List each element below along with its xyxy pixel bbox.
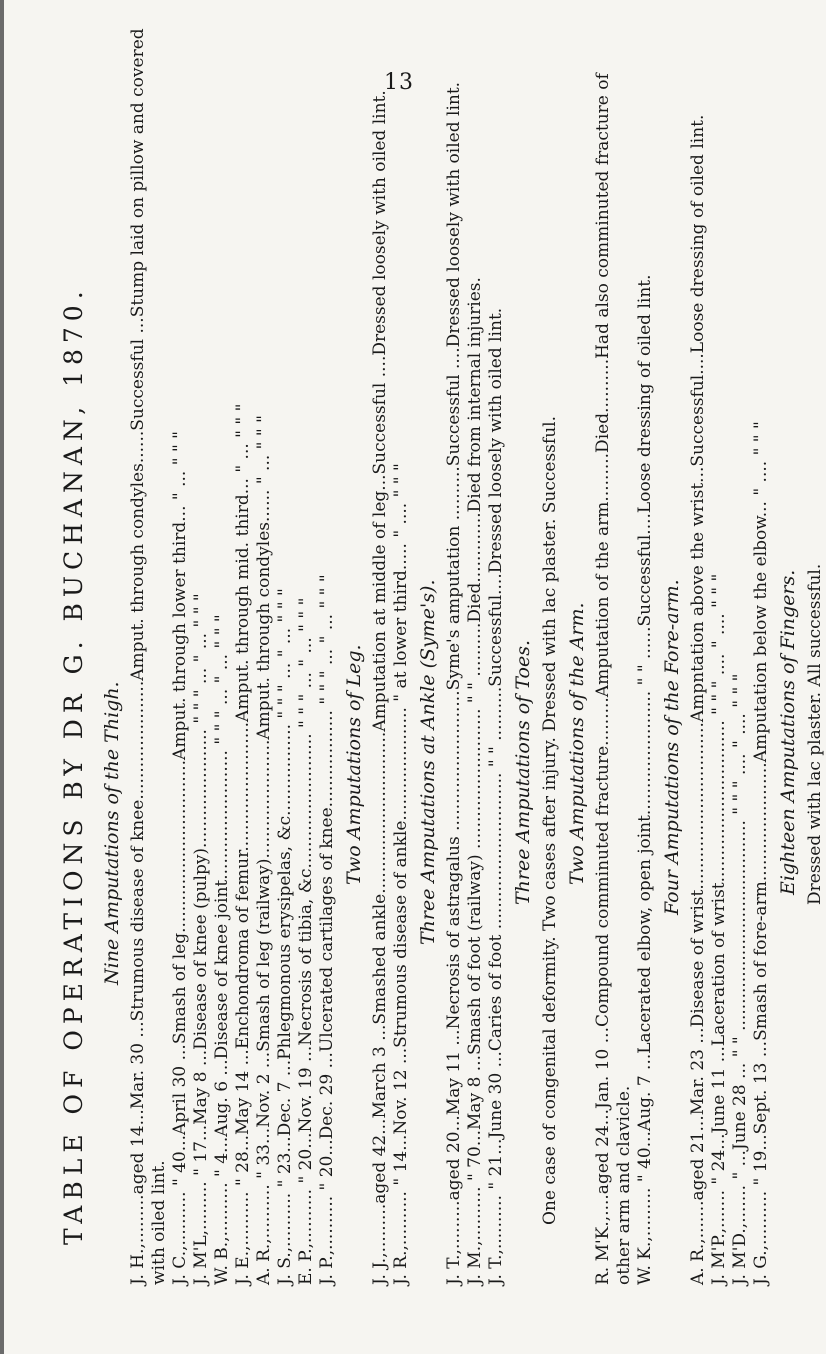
table-title: TABLE OF OPERATIONS BY DR G. BUCHANAN, 1870. — [59, 285, 88, 1245]
note-row: One case of congenital deformity. Two cases after injury. Dressed with lac plaster. Successful. — [540, 416, 560, 1225]
table-row: R. M'K.,....aged 24...Jan. 10 ...Compound comminuted fracture.........Amputation of the arm.........Died..........Had also comminuted fracture of — [593, 73, 613, 1285]
table-row: J. R.,.......... " 14...Nov. 12 ...Strumous disease of ankle..................... " at lower third..... " .... " " " — [391, 463, 411, 1285]
rotated-table — [52, 28, 826, 1285]
table-row: J. E.,.......... " 28...May 14 ...Enchondroma of femur........................Amput. through mid. third... " ... " " " — [233, 403, 253, 1285]
section-heading-forearm: Four Amputations of the Fore-arm. — [661, 579, 683, 915]
table-row: J. J.,.........aged 42...March 3 ...Smashed ankle..............................Amputation at middle of leg...Successful ....Dressed loosely with oiled lint. — [370, 90, 390, 1285]
table-row: W. B.,.......... " 4...Aug. 6 ...Disease of knee joint........................ " " " ... " ... " " " — [212, 614, 232, 1285]
table-row: E. P.,.......... " 20...Nov. 19 ...Necrosis of tibia, &c......................... " " " ... " ... " " " — [296, 597, 316, 1285]
table-row: J. G.,.......... " 19...Sept. 13 ...Smash of fore-arm......................Amputation below the elbow... " .... " " " — [751, 421, 771, 1285]
table-row: J. M'L,......... " 17...May 8 ...Disease of knee (pulpy)...................... " " " ... " ... " " " — [191, 593, 211, 1285]
table-row: with oiled lint. — [149, 1160, 169, 1285]
table-row: J. T.,.......... " 21...June 30 ...Caries of foot ............................. " " ..........Successful....Dressed loosely with oiled lint. — [486, 307, 506, 1285]
table-row: J. P.,.......... " 20...Dec. 29 ...Ulcerated cartilages of knee.................. " " " ... " ... " " " — [317, 574, 337, 1285]
table-row: J. C.,.......... " 40...April 30 ...Smash of leg................................Amput. through lower third... " ... " " " — [170, 431, 190, 1285]
section-heading-leg: Two Amputations of Leg. — [343, 644, 365, 885]
table-row: J. M.,.......... " 70...May 8 ...Smash of foot (railway) .......................... " " ..........Died.............Died from internal injuries. — [465, 277, 485, 1285]
section-heading-ankle: Three Amputations at Ankle (Syme's). — [417, 579, 439, 945]
table-row: J. H.,.........aged 14...Mar. 30 ...Strumous disease of knee......................Amput. through condyles......Successful ...Stump laid on pillow and covered — [128, 28, 148, 1285]
section-heading-fingers: Eighteen Amputations of Fingers. — [777, 569, 799, 895]
page-number: 13 — [384, 70, 414, 95]
table-row: J. M'D.,....... " ...June 28 ... " " ....................................... " " " .... " .... " " " — [730, 673, 750, 1285]
note-row: Dressed with lac plaster. All successful. — [805, 563, 825, 905]
table-row: J. S.,.......... " 23...Dec. 7 ...Phlegmonous erysipelas, &c................. " " " ... " ... " " " — [275, 588, 295, 1285]
section-heading-thigh: Nine Amputations of the Thigh. — [101, 681, 123, 985]
table-row: W. K.,......... " 40...Aug. 7 ...Lacerated elbow, open joint....................... " " ......Successful....Loose dressing of oiled lint. — [635, 274, 655, 1285]
table-row: A. R.,.......aged 21...Mar. 23 ...Disease of wrist...............................Ampntation above the wrist...Successful....Loose dressing of oiled lint. — [688, 114, 708, 1285]
section-heading-arm: Two Amputations of the Arm. — [566, 602, 588, 885]
table-row: other arm and clavicle. — [614, 1085, 634, 1285]
table-row: J. T.,.........aged 20...May 11 ...Necrosis of astragalus ..........................Syme's amputation ..........Successful ....Dressed loosely with oiled lint. — [444, 81, 464, 1285]
table-row: J. M'P.,....... " 24...June 11 ...Laceration of wrist.............................. " " " .... " .... " " " — [709, 573, 729, 1285]
page-edge — [0, 0, 4, 1354]
table-row: A. R.,.......... " 33...Nov. 2 ...Smash of leg (railway)......................Amput. through condyles...... " ... " " " — [254, 415, 274, 1285]
section-heading-toes: Three Amputations of Toes. — [512, 640, 534, 905]
